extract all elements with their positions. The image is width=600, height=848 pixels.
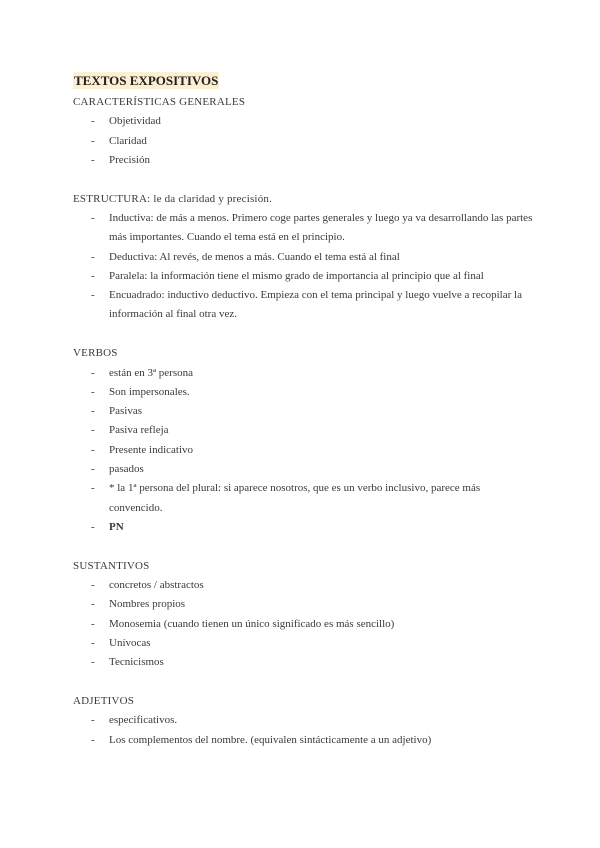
bullet-list	[73, 576, 533, 672]
list-item	[73, 441, 533, 460]
document-title: TEXTOS EXPOSITIVOS	[74, 73, 219, 88]
bullet-dash: -	[91, 482, 95, 495]
bullet-list	[73, 112, 533, 170]
list-item	[73, 479, 533, 518]
list-item-text: Pasiva refleja	[109, 424, 169, 437]
bullet-dash: -	[91, 405, 95, 418]
list-item-text: Paralela: la información tiene el mismo grado de importancia al principio que al final	[109, 269, 484, 282]
list-item	[73, 634, 533, 653]
bullet-dash: -	[91, 250, 95, 263]
bullet-dash: -	[91, 115, 95, 128]
list-item-text: Objetividad	[109, 115, 161, 128]
list-item	[73, 518, 533, 537]
list-item	[73, 711, 533, 730]
bullet-dash: -	[91, 463, 95, 476]
list-item-text: Deductiva: Al revés, de menos a más. Cuando el tema está al final	[109, 250, 400, 263]
list-item-text: Precisión	[109, 153, 150, 166]
section-sustantivos	[73, 557, 533, 673]
list-item-text: Son impersonales.	[109, 385, 190, 398]
section-heading: ADJETIVOS	[73, 695, 135, 708]
bullet-list	[73, 209, 533, 325]
bullet-dash: -	[91, 520, 95, 533]
bullet-dash: -	[91, 385, 95, 398]
list-item	[73, 383, 533, 402]
section-adjetivos	[73, 692, 533, 750]
list-item	[73, 595, 533, 614]
list-item	[73, 248, 533, 267]
section-caracteristicas	[73, 93, 533, 170]
list-item-text: Monosemia (cuando tienen un único significado es más sencillo)	[109, 617, 395, 630]
bullet-dash: -	[91, 598, 95, 611]
list-item	[73, 460, 533, 479]
bullet-dash: -	[91, 733, 95, 746]
bullet-dash: -	[91, 656, 95, 669]
list-item	[73, 576, 533, 595]
list-item-text: Presente indicativo	[109, 443, 194, 456]
bullet-dash: -	[91, 134, 95, 147]
list-item	[73, 132, 533, 151]
list-item	[73, 402, 533, 421]
list-item	[73, 653, 533, 672]
bullet-dash: -	[91, 289, 95, 302]
list-item	[73, 151, 533, 170]
list-item-text: Los complementos del nombre. (equivalen sintácticamente a un adjetivo)	[109, 733, 432, 746]
bullet-dash: -	[91, 617, 95, 630]
list-item-text: especificativos.	[109, 714, 178, 727]
list-item	[73, 286, 533, 325]
section-heading: SUSTANTIVOS	[73, 559, 150, 572]
list-item-text: * la 1ª persona del plural: si aparece nosotros, que es un verbo inclusivo, parece más convencido.	[109, 482, 481, 514]
list-item	[73, 209, 533, 248]
bullet-dash: -	[91, 366, 95, 379]
list-item-text: concretos / abstractos	[109, 579, 204, 592]
bullet-dash: -	[91, 636, 95, 649]
list-item-text: PN	[109, 520, 124, 533]
section-heading: ESTRUCTURA: le da claridad y precisión.	[73, 192, 273, 205]
document-page	[73, 72, 533, 769]
section-verbos	[73, 344, 533, 537]
list-item-text: Encuadrado: inductivo deductivo. Empieza con el tema principal y luego vuelve a recopilar la información al final otra vez.	[109, 289, 522, 321]
list-item-text: Nombres propios	[109, 598, 186, 611]
list-item	[73, 112, 533, 131]
bullet-dash: -	[91, 211, 95, 224]
list-item-text: Tecnicismos	[109, 656, 164, 669]
bullet-dash: -	[91, 153, 95, 166]
list-item	[73, 731, 533, 750]
bullet-list	[73, 711, 533, 750]
bullet-dash: -	[91, 424, 95, 437]
bullet-dash: -	[91, 269, 95, 282]
list-item-text: Pasivas	[109, 405, 142, 418]
list-item-text: Claridad	[109, 134, 147, 147]
bullet-dash: -	[91, 579, 95, 592]
list-item-text: pasados	[109, 463, 144, 476]
list-item-text: Unívocas	[109, 636, 151, 649]
bullet-list	[73, 364, 533, 538]
section-heading: VERBOS	[73, 347, 118, 360]
list-item	[73, 267, 533, 286]
list-item	[73, 421, 533, 440]
list-item-text: están en 3ª persona	[109, 366, 193, 379]
list-item-text: Inductiva: de más a menos. Primero coge partes generales y luego ya va desarrollando las partes más importantes. Cuando el tema está en el principio.	[109, 211, 533, 244]
section-estructura	[73, 190, 533, 325]
section-heading: CARACTERÍSTICAS GENERALES	[73, 96, 246, 108]
list-item	[73, 364, 533, 383]
list-item	[73, 615, 533, 634]
bullet-dash: -	[91, 714, 95, 727]
bullet-dash: -	[91, 443, 95, 456]
